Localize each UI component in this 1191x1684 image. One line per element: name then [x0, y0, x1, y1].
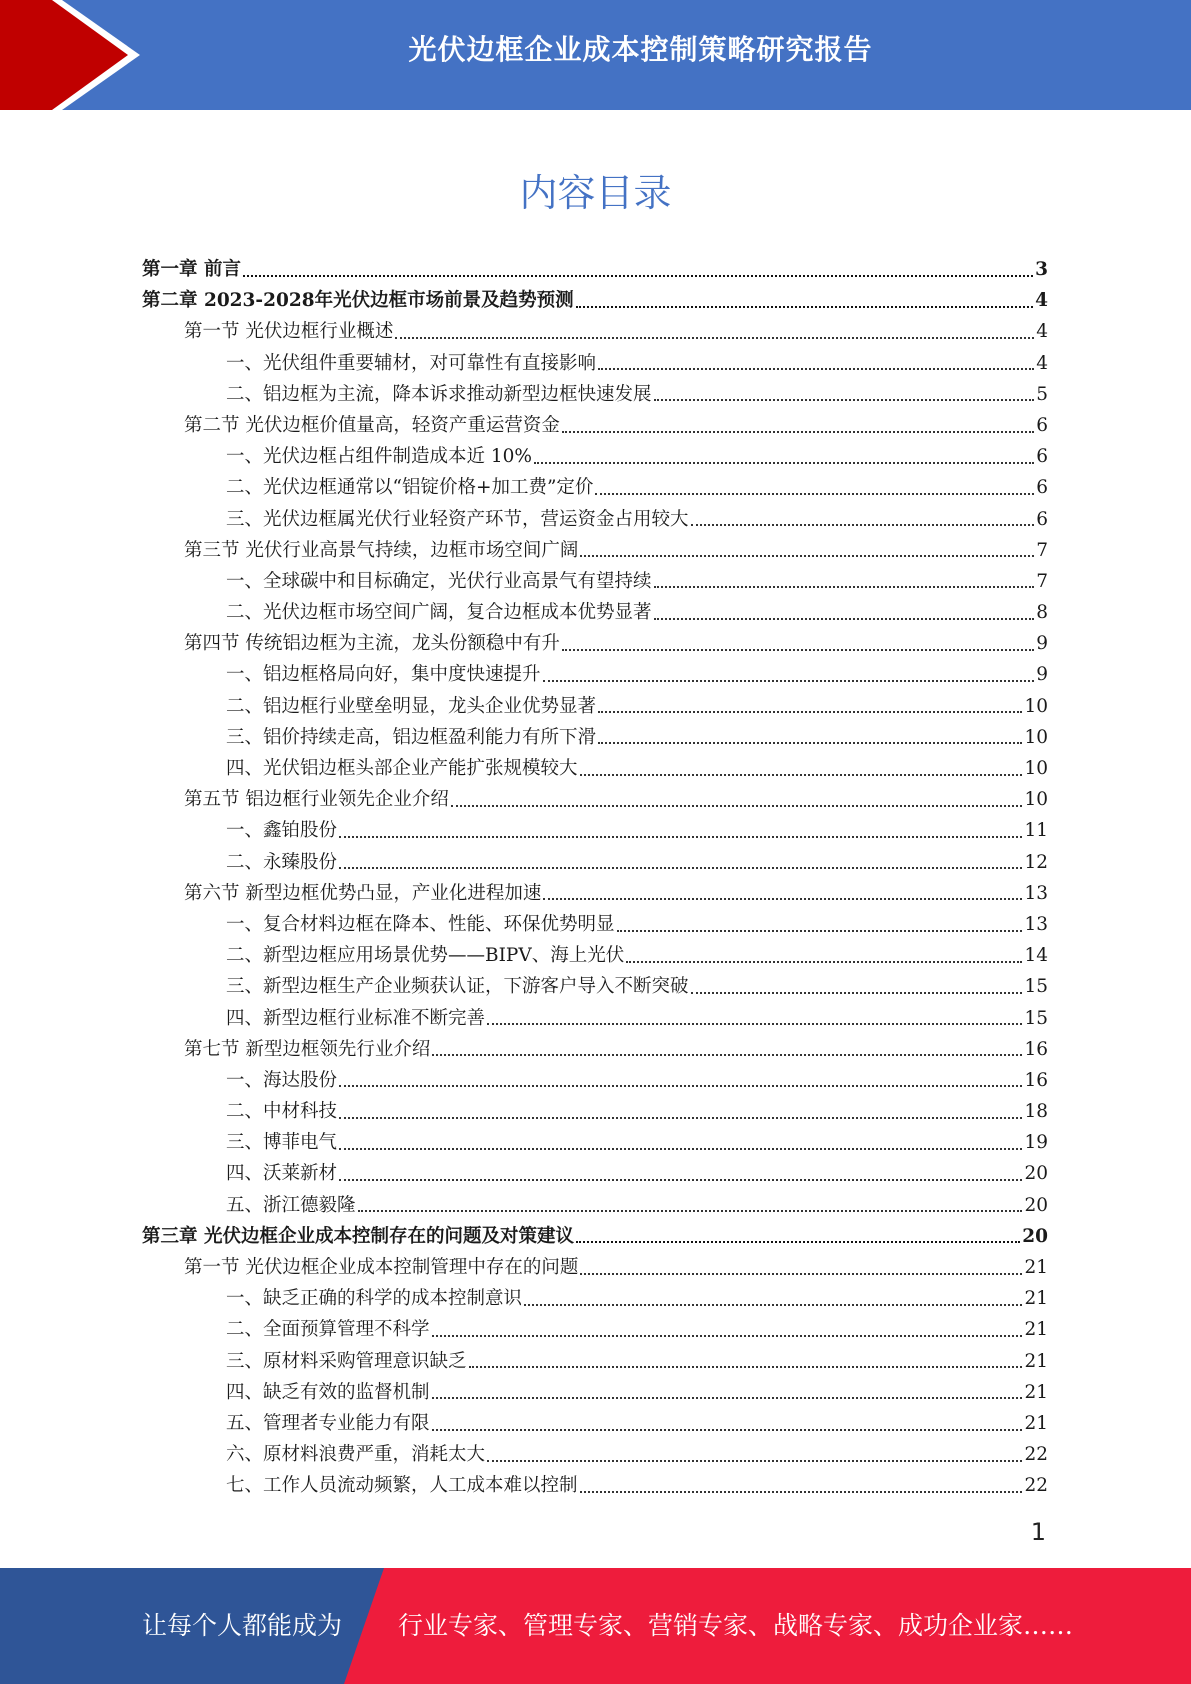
toc-entry-page: 16 [1024, 1069, 1048, 1091]
toc-entry-label: 三、光伏边框属光伏行业轻资产环节，营运资金占用较大 [226, 508, 689, 530]
toc-entry[interactable] [142, 316, 1048, 347]
toc-entry-label: 二、中材科技 [226, 1101, 338, 1123]
toc-entry-page: 21 [1024, 1319, 1048, 1341]
toc-entry-page: 21 [1024, 1412, 1048, 1434]
toc-entry[interactable] [142, 1408, 1048, 1439]
toc-entry-page: 4 [1036, 321, 1048, 343]
toc-entry[interactable] [142, 1314, 1048, 1345]
toc-entry-page: 12 [1024, 851, 1048, 873]
toc-dot-leader [562, 431, 1034, 433]
report-title: 光伏边框企业成本控制策略研究报告 [408, 33, 873, 66]
toc-dot-leader [691, 992, 1023, 994]
toc-entry-label: 三、原材料采购管理意识缺乏 [226, 1350, 467, 1372]
toc-dot-leader [487, 1023, 1022, 1025]
page-number: 1 [1030, 1518, 1046, 1546]
toc-entry-label: 一、鑫铂股份 [226, 820, 338, 842]
toc-entry-label: 七、工作人员流动频繁，人工成本难以控制 [226, 1475, 578, 1497]
toc-entry-page: 15 [1024, 1007, 1048, 1029]
toc-entry[interactable] [142, 472, 1048, 503]
toc-entry[interactable] [142, 285, 1048, 316]
toc-entry-page: 20 [1024, 1163, 1048, 1185]
toc-dot-leader [595, 493, 1034, 495]
toc-entry-page: 7 [1036, 570, 1048, 592]
toc-dot-leader [580, 555, 1034, 557]
toc-entry-page: 10 [1024, 758, 1048, 779]
toc-entry-label: 二、铝边框行业壁垒明显，龙头企业优势显著 [226, 695, 597, 717]
toc-entry[interactable] [142, 597, 1048, 628]
toc-entry-label: 第五节 铝边框行业领先企业介绍 [184, 789, 449, 811]
toc-entry-label: 三、铝价持续走高，铝边框盈利能力有所下滑 [226, 726, 597, 748]
toc-entry[interactable] [142, 410, 1048, 441]
toc-dot-leader [543, 898, 1022, 900]
toc-entry[interactable] [142, 1377, 1048, 1408]
toc-entry-page: 13 [1024, 882, 1048, 904]
toc-entry[interactable] [142, 504, 1048, 535]
toc-entry[interactable] [142, 1034, 1048, 1065]
toc-dot-leader [487, 1460, 1022, 1462]
toc-dot-leader [339, 1179, 1022, 1181]
toc-entry-page: 21 [1024, 1288, 1048, 1310]
toc-entry[interactable] [142, 628, 1048, 659]
toc-entry-page: 6 [1036, 446, 1048, 468]
toc-entry-label: 第一章 前言 [142, 259, 241, 280]
toc-entry-label: 三、新型边框生产企业频获认证，下游客户导入不断突破 [226, 976, 689, 998]
toc-entry-label: 第二节 光伏边框价值量高，轻资产重运营资金 [184, 414, 560, 436]
toc-entry[interactable] [142, 722, 1048, 753]
toc-dot-leader [432, 1054, 1022, 1056]
toc-entry[interactable] [142, 254, 1048, 285]
toc-entry-label: 第二章 2023-2028年光伏边框市场前景及趋势预测 [142, 290, 574, 312]
toc-dot-leader [691, 524, 1035, 526]
toc-entry[interactable] [142, 1470, 1048, 1501]
toc-entry[interactable] [142, 1096, 1048, 1127]
toc-dot-leader [654, 618, 1035, 620]
toc-entry[interactable] [142, 971, 1048, 1002]
toc-entry-page: 6 [1036, 508, 1048, 530]
toc-entry-label: 二、光伏边框通常以“铝锭价格+加工费”定价 [226, 477, 594, 499]
toc-entry[interactable] [142, 753, 1048, 784]
toc-entry[interactable] [142, 1065, 1048, 1096]
toc-dot-leader [617, 930, 1023, 932]
toc-entry-label: 第三节 光伏行业高景气持续，边框市场空间广阔 [184, 539, 579, 561]
toc-dot-leader [395, 337, 1034, 339]
toc-entry-page: 19 [1024, 1132, 1048, 1154]
toc-entry-label: 第四节 传统铝边框为主流，龙头份额稳中有升 [184, 633, 560, 655]
toc-entry[interactable] [142, 566, 1048, 597]
toc-dot-leader [580, 1491, 1023, 1493]
toc-entry-page: 21 [1024, 1350, 1048, 1372]
toc-dot-leader [432, 1335, 1023, 1337]
toc-entry[interactable] [142, 1221, 1048, 1252]
toc-entry-page: 9 [1036, 664, 1048, 686]
toc-entry[interactable] [142, 1190, 1048, 1221]
toc-dot-leader [339, 1148, 1022, 1150]
toc-entry-label: 四、缺乏有效的监督机制 [226, 1381, 430, 1403]
toc-entry-label: 一、光伏边框占组件制造成本近 10% [226, 446, 533, 468]
toc-entry-page: 11 [1024, 820, 1048, 842]
toc-entry-label: 四、沃莱新材 [226, 1163, 338, 1185]
toc-entry-page: 3 [1035, 259, 1048, 280]
toc-entry-label: 六、原材料浪费严重，消耗太大 [226, 1444, 486, 1466]
toc-dot-leader [432, 1429, 1023, 1431]
toc-dot-leader [576, 306, 1034, 308]
toc-entry-label: 一、缺乏正确的科学的成本控制意识 [226, 1288, 523, 1310]
toc-entry[interactable] [142, 659, 1048, 690]
toc-entry-label: 二、光伏边框市场空间广阔，复合边框成本优势显著 [226, 602, 652, 624]
toc-entry-page: 10 [1024, 726, 1048, 748]
toc-entry-label: 四、光伏铝边框头部企业产能扩张规模较大 [226, 758, 578, 779]
toc-entry-page: 20 [1022, 1225, 1048, 1247]
toc-entry[interactable] [142, 940, 1048, 971]
toc-entry[interactable] [142, 1439, 1048, 1470]
toc-dot-leader [451, 805, 1023, 807]
toc-dot-leader [339, 1117, 1022, 1119]
toc-entry-page: 9 [1036, 633, 1048, 655]
toc-entry-page: 5 [1036, 383, 1048, 405]
toc-entry-label: 五、管理者专业能力有限 [226, 1412, 430, 1434]
toc-entry[interactable] [142, 535, 1048, 566]
toc-dot-leader [654, 399, 1035, 401]
toc-dot-leader [580, 774, 1023, 776]
table-of-contents [142, 254, 1048, 1502]
toc-entry-page: 6 [1036, 414, 1048, 436]
toc-entry-label: 一、铝边框格局向好，集中度快速提升 [226, 664, 541, 686]
toc-entry-label: 第三章 光伏边框企业成本控制存在的问题及对策建议 [142, 1225, 574, 1247]
toc-dot-leader [576, 1241, 1020, 1243]
toc-entry[interactable] [142, 441, 1048, 472]
toc-entry-label: 第一节 光伏边框企业成本控制管理中存在的问题 [184, 1257, 579, 1278]
toc-entry-page: 22 [1024, 1444, 1048, 1466]
toc-entry[interactable] [142, 1003, 1048, 1034]
toc-entry[interactable] [142, 1252, 1048, 1283]
toc-entry-label: 四、新型边框行业标准不断完善 [226, 1007, 486, 1029]
toc-entry-label: 三、博菲电气 [226, 1132, 338, 1154]
toc-entry[interactable] [142, 1158, 1048, 1189]
toc-entry-page: 10 [1024, 789, 1048, 811]
toc-dot-leader [580, 1273, 1022, 1275]
toc-dot-leader [339, 1085, 1022, 1087]
toc-title: 内容目录 [519, 171, 672, 215]
toc-entry[interactable] [142, 691, 1048, 722]
toc-dot-leader [339, 836, 1022, 838]
header-banner [0, 0, 1191, 110]
toc-entry-label: 二、全面预算管理不科学 [226, 1319, 430, 1341]
toc-entry[interactable] [142, 847, 1048, 878]
toc-dot-leader [654, 586, 1035, 588]
toc-entry-label: 第七节 新型边框领先行业介绍 [184, 1038, 431, 1060]
toc-entry-page: 10 [1024, 695, 1048, 717]
toc-entry[interactable] [142, 909, 1048, 940]
toc-entry-label: 二、永臻股份 [226, 851, 338, 873]
toc-entry[interactable] [142, 379, 1048, 410]
toc-entry[interactable] [142, 1346, 1048, 1377]
toc-entry[interactable] [142, 878, 1048, 909]
toc-entry-label: 一、全球碳中和目标确定，光伏行业高景气有望持续 [226, 570, 652, 592]
toc-dot-leader [598, 368, 1034, 370]
toc-dot-leader [562, 649, 1034, 651]
toc-dot-leader [432, 1397, 1023, 1399]
toc-entry-page: 4 [1035, 290, 1048, 312]
toc-dot-leader [358, 1210, 1023, 1212]
toc-dot-leader [339, 867, 1022, 869]
toc-dot-leader [598, 742, 1022, 744]
toc-entry[interactable] [142, 1283, 1048, 1314]
toc-dot-leader [626, 961, 1022, 963]
toc-entry-label: 一、光伏组件重要辅材，对可靠性有直接影响 [226, 352, 597, 374]
toc-entry-page: 15 [1024, 976, 1048, 998]
footer-slogan-right: 行业专家、管理专家、营销专家、战略专家、成功企业家…… [398, 1611, 1074, 1640]
toc-entry-page: 18 [1024, 1101, 1048, 1123]
toc-entry-page: 4 [1036, 352, 1048, 374]
toc-entry-label: 第一节 光伏边框行业概述 [184, 321, 394, 343]
toc-entry-label: 二、铝边框为主流，降本诉求推动新型边框快速发展 [226, 383, 652, 405]
toc-dot-leader [543, 680, 1035, 682]
toc-entry-page: 21 [1024, 1257, 1048, 1278]
toc-dot-leader [469, 1366, 1023, 1368]
toc-entry-page: 7 [1036, 539, 1048, 561]
toc-entry-label: 一、海达股份 [226, 1069, 338, 1091]
toc-entry[interactable] [142, 348, 1048, 379]
toc-dot-leader [243, 275, 1033, 277]
toc-entry[interactable] [142, 815, 1048, 846]
toc-entry[interactable] [142, 1127, 1048, 1158]
toc-entry-label: 一、复合材料边框在降本、性能、环保优势明显 [226, 913, 615, 935]
toc-entry-page: 22 [1024, 1475, 1048, 1497]
toc-entry-label: 二、新型边框应用场景优势——BIPV、海上光伏 [226, 945, 625, 967]
toc-entry-page: 16 [1024, 1038, 1048, 1060]
toc-dot-leader [524, 1304, 1022, 1306]
toc-entry-label: 第六节 新型边框优势凸显，产业化进程加速 [184, 882, 542, 904]
toc-entry[interactable] [142, 784, 1048, 815]
toc-dot-leader [534, 462, 1034, 464]
toc-dot-leader [598, 711, 1022, 713]
footer-slogan-left: 让每个人都能成为 [142, 1611, 343, 1640]
toc-entry-page: 13 [1024, 913, 1048, 935]
toc-entry-page: 20 [1024, 1194, 1048, 1216]
footer-banner [0, 1568, 1191, 1684]
toc-entry-page: 6 [1036, 477, 1048, 499]
toc-entry-page: 21 [1024, 1381, 1048, 1403]
toc-entry-page: 14 [1024, 945, 1048, 967]
toc-entry-page: 8 [1036, 602, 1048, 624]
toc-entry-label: 五、浙江德毅隆 [226, 1194, 356, 1216]
